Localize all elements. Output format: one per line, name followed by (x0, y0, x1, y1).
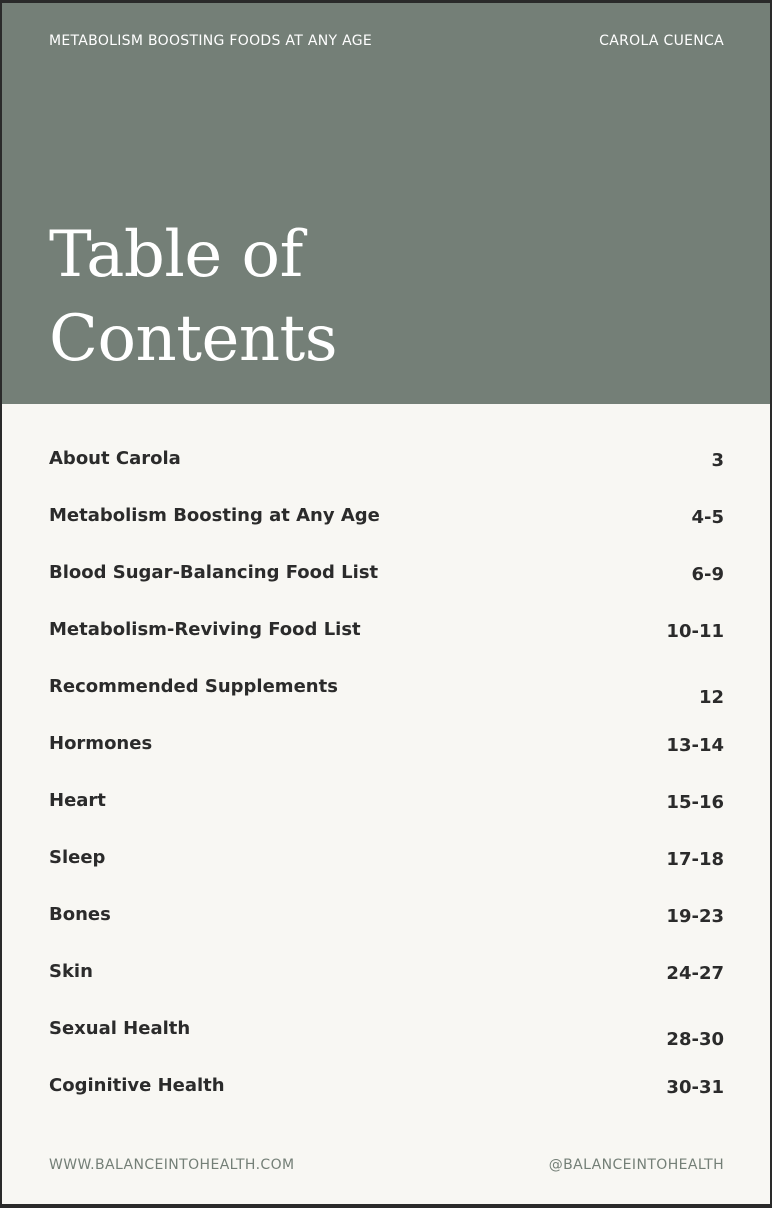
toc-row (49, 899, 724, 956)
toc-row (49, 614, 724, 671)
social-handle[interactable]: @BALANCEINTOHEALTH (548, 1157, 724, 1173)
author-name: CAROLA CUENCA (599, 33, 724, 49)
toc-label: Metabolism-Reviving Food List (49, 619, 361, 640)
header-banner (2, 3, 770, 404)
page-title (49, 213, 337, 381)
toc-pages: 19-23 (666, 906, 724, 927)
toc-pages: 6-9 (691, 564, 724, 585)
toc-label: Coginitive Health (49, 1075, 225, 1096)
toc-pages: 12 (698, 687, 724, 708)
page-title-line-1: Table of (49, 218, 303, 292)
toc-pages: 24-27 (666, 963, 724, 984)
toc-row (49, 557, 724, 614)
toc-row (49, 1070, 724, 1127)
toc-pages: 28-30 (666, 1029, 724, 1050)
toc-label: Metabolism Boosting at Any Age (49, 505, 380, 526)
toc-label: Hormones (49, 733, 153, 754)
toc-row (49, 956, 724, 1013)
toc-pages: 30-31 (666, 1077, 724, 1098)
toc-label: About Carola (49, 448, 181, 469)
toc-row (49, 1013, 724, 1070)
toc-label: Bones (49, 904, 111, 925)
toc-row (49, 443, 724, 500)
toc-page (2, 3, 770, 1204)
toc-row (49, 671, 724, 728)
toc-pages: 17-18 (666, 849, 724, 870)
toc-pages: 13-14 (666, 735, 724, 756)
page-title-line-2: Contents (49, 302, 338, 376)
toc-label: Recommended Supplements (49, 676, 338, 697)
toc-label: Blood Sugar-Balancing Food List (49, 562, 379, 583)
toc-list (49, 443, 724, 1127)
toc-row (49, 842, 724, 899)
website-link[interactable]: WWW.BALANCEINTOHEALTH.COM (49, 1157, 295, 1173)
toc-row (49, 785, 724, 842)
toc-label: Heart (49, 790, 106, 811)
toc-pages: 10-11 (666, 621, 724, 642)
book-title: METABOLISM BOOSTING FOODS AT ANY AGE (49, 33, 373, 49)
toc-pages: 4-5 (691, 507, 724, 528)
toc-pages: 15-16 (666, 792, 724, 813)
toc-row (49, 500, 724, 557)
toc-label: Sleep (49, 847, 106, 868)
toc-row (49, 728, 724, 785)
toc-pages: 3 (711, 450, 724, 471)
toc-label: Skin (49, 961, 93, 982)
toc-label: Sexual Health (49, 1018, 191, 1039)
